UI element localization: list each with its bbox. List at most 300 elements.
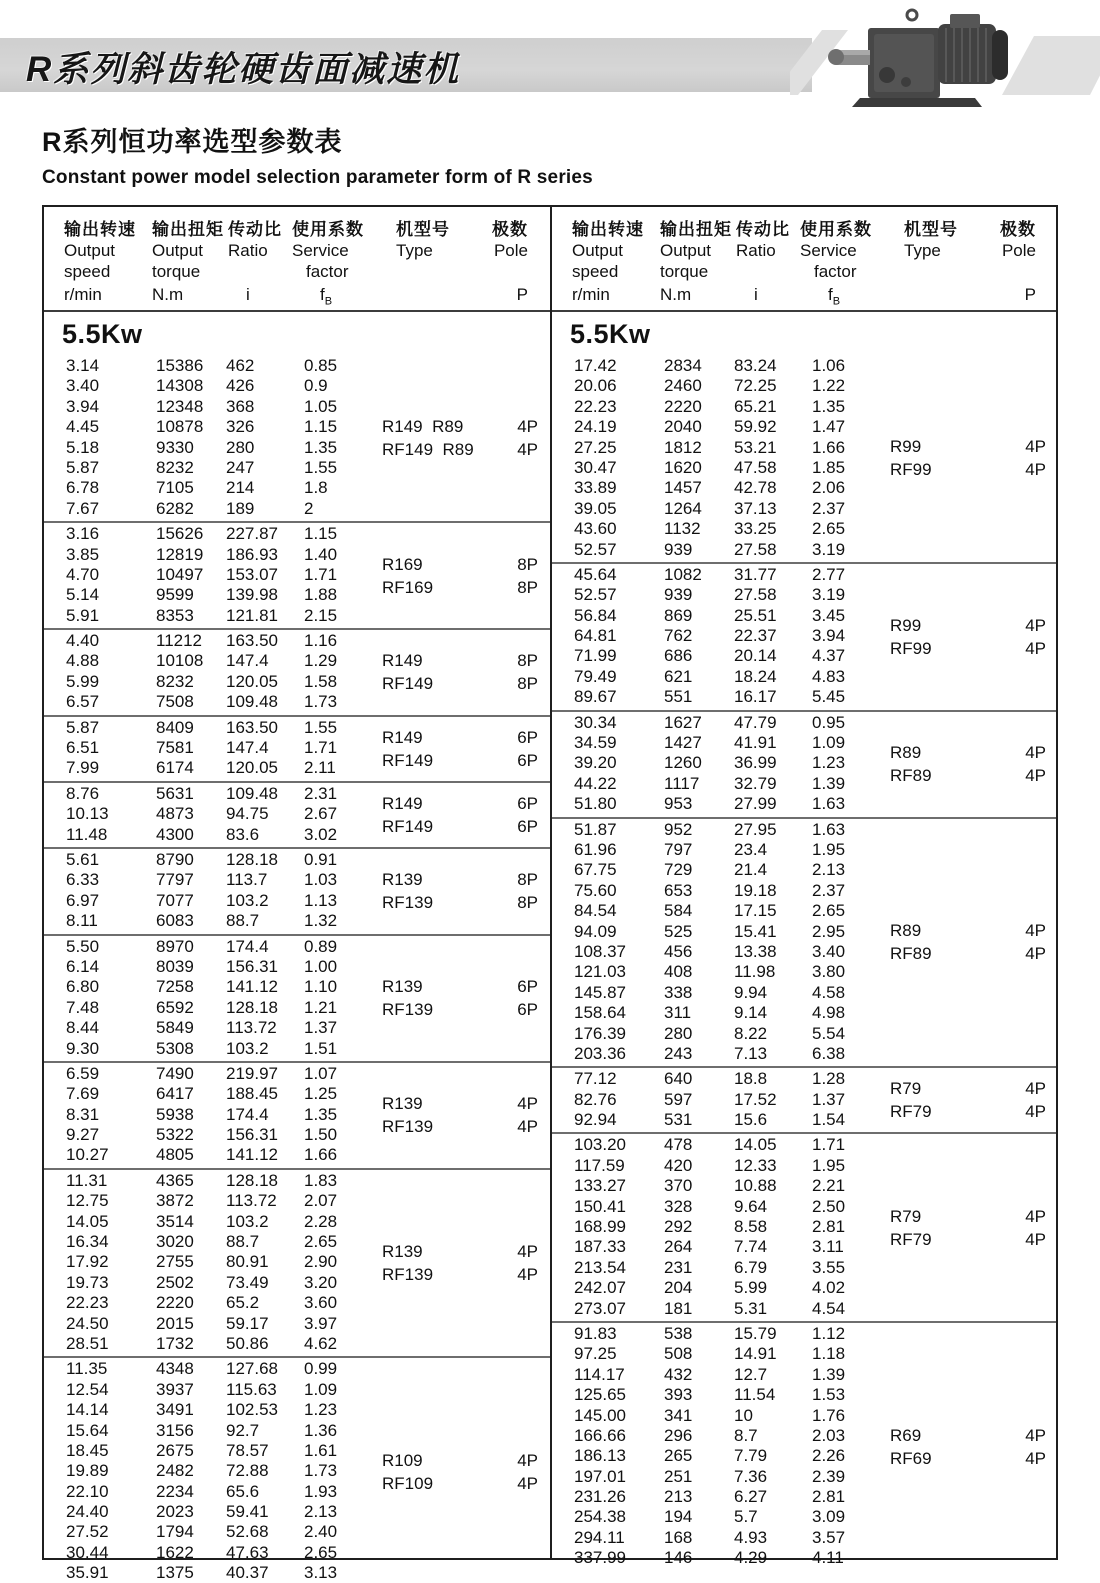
cell-service-factor: 1.06 (812, 356, 846, 375)
cell-ratio: 5.99 (734, 1278, 768, 1298)
cell-pole: 4P (1025, 1229, 1046, 1249)
model-group (382, 415, 538, 461)
model-group (382, 1449, 538, 1495)
data-blocks (44, 355, 550, 1583)
cell-service-factor: 1.10 (304, 977, 338, 997)
table-row (44, 606, 550, 626)
cell-pole: 4P (517, 1242, 538, 1262)
cell-ratio: 163.50 (226, 631, 278, 651)
cell-output-speed: 166.66 (574, 1425, 626, 1445)
cell-output-torque: 2460 (664, 376, 702, 396)
cell-ratio: 9.64 (734, 1196, 768, 1216)
cell-output-speed: 84.54 (574, 901, 617, 921)
table-row (44, 376, 550, 396)
cell-output-torque: 869 (664, 605, 693, 625)
cell-output-speed: 187.33 (574, 1237, 626, 1257)
table-row (552, 397, 1056, 417)
cell-service-factor: 2.11 (304, 758, 336, 778)
cell-ratio: 9.94 (734, 982, 768, 1002)
cell-output-speed: 39.20 (574, 753, 617, 773)
cell-output-speed: 5.61 (66, 849, 100, 869)
cell-output-torque: 420 (664, 1155, 693, 1175)
cell-service-factor: 1.22 (812, 376, 846, 396)
cell-output-speed: 5.18 (66, 437, 100, 457)
cell-ratio: 25.51 (734, 605, 777, 625)
cell-output-torque: 2220 (156, 1293, 194, 1313)
cell-ratio: 113.72 (226, 1018, 277, 1038)
cell-output-torque: 1427 (664, 733, 702, 753)
cell-output-torque: 525 (664, 921, 693, 941)
model-group (890, 741, 1046, 787)
cell-output-speed: 17.42 (574, 356, 617, 375)
cell-ratio: 280 (226, 437, 255, 457)
cell-type: R139 (382, 1242, 423, 1262)
cell-output-torque: 4348 (156, 1359, 194, 1379)
table-row (552, 1344, 1056, 1364)
cell-ratio: 23.4 (734, 839, 768, 859)
cell-ratio: 78.57 (226, 1440, 269, 1460)
cell-pole: 4P (517, 1265, 538, 1285)
model-line (382, 649, 538, 672)
page-banner (0, 0, 1100, 118)
cell-pole: 6P (517, 793, 538, 813)
cell-pole: 4P (1025, 615, 1046, 635)
cell-service-factor: 3.02 (304, 824, 338, 844)
cell-output-speed: 6.51 (66, 738, 100, 758)
table-row (44, 1359, 550, 1379)
cell-ratio: 174.4 (226, 1104, 269, 1124)
cell-output-torque: 3937 (156, 1379, 194, 1399)
cell-output-torque: 7797 (156, 870, 194, 890)
cell-output-torque: 2755 (156, 1252, 194, 1272)
cell-output-torque: 3020 (156, 1232, 194, 1252)
cell-output-torque: 640 (664, 1069, 693, 1089)
model-line (382, 792, 538, 815)
cell-service-factor: 2.13 (812, 860, 846, 880)
cell-output-torque: 1260 (664, 753, 702, 773)
cell-service-factor: 3.09 (812, 1507, 846, 1527)
model-group (890, 614, 1046, 660)
cell-pole: 6P (517, 750, 538, 770)
cell-ratio: 141.12 (226, 977, 278, 997)
cell-output-speed: 45.64 (574, 564, 617, 584)
cell-output-torque: 2040 (664, 417, 702, 437)
cell-ratio: 4.29 (734, 1548, 768, 1568)
cell-output-speed: 145.00 (574, 1405, 626, 1425)
cell-ratio: 227.87 (226, 524, 278, 544)
cell-ratio: 128.18 (226, 1170, 278, 1190)
cell-ratio: 113.72 (226, 1191, 277, 1211)
cell-ratio: 147.4 (226, 738, 269, 758)
table-row (44, 1314, 550, 1334)
cell-output-speed: 20.06 (574, 376, 617, 396)
cell-service-factor: 1.15 (304, 524, 338, 544)
cell-output-speed: 4.40 (66, 631, 100, 651)
model-line (382, 891, 538, 914)
cell-output-speed: 186.13 (574, 1446, 626, 1466)
cell-service-factor: 0.91 (304, 849, 338, 869)
cell-pole: 4P (1025, 1102, 1046, 1122)
cell-output-speed: 114.17 (574, 1364, 625, 1384)
cell-output-speed: 14.14 (66, 1400, 109, 1420)
cell-ratio: 83.24 (734, 356, 777, 375)
model-group (890, 919, 1046, 965)
header-col-service-factor: 使用系数 Service factor $f_B$ (800, 220, 872, 308)
data-block (552, 710, 1056, 817)
cell-service-factor: 1.73 (304, 692, 338, 712)
cell-pole: 4P (517, 1451, 538, 1470)
cell-output-speed: 82.76 (574, 1089, 617, 1109)
cell-ratio: 141.12 (226, 1145, 278, 1165)
cell-output-speed: 39.05 (574, 498, 617, 518)
cell-output-torque: 14308 (156, 376, 204, 396)
cell-output-torque: 2015 (156, 1313, 194, 1333)
cell-ratio: 102.53 (226, 1400, 278, 1420)
model-line (382, 1449, 538, 1472)
cell-output-speed: 44.22 (574, 773, 617, 793)
cell-ratio: 31.77 (734, 564, 777, 584)
cell-output-torque: 393 (664, 1385, 693, 1405)
cell-ratio: 36.99 (734, 753, 777, 773)
cell-service-factor: 1.55 (304, 717, 338, 737)
cell-output-speed: 176.39 (574, 1023, 626, 1043)
cell-output-speed: 103.20 (574, 1135, 626, 1155)
cell-output-torque: 7258 (156, 977, 194, 997)
cell-output-speed: 22.23 (66, 1293, 109, 1313)
cell-ratio: 21.4 (734, 860, 768, 880)
model-line (382, 438, 538, 461)
cell-service-factor: 1.8 (304, 478, 328, 498)
cell-pole: 8P (517, 674, 538, 694)
model-line (382, 1092, 538, 1115)
cell-type: R149 R89 (382, 417, 464, 437)
cell-ratio: 59.17 (226, 1313, 269, 1333)
cell-ratio: 462 (226, 356, 255, 375)
cell-service-factor: 4.02 (812, 1278, 846, 1298)
cell-output-torque: 311 (664, 1003, 692, 1023)
cell-ratio: 128.18 (226, 997, 278, 1017)
cell-pole: 4P (1025, 638, 1046, 658)
cell-output-torque: 370 (664, 1176, 693, 1196)
cell-output-torque: 338 (664, 982, 693, 1002)
cell-type: R109 (382, 1451, 423, 1470)
table-row (552, 1548, 1056, 1568)
cell-service-factor: 0.9 (304, 376, 328, 396)
cell-pole: 4P (517, 417, 538, 437)
cell-pole: 4P (517, 1474, 538, 1493)
cell-service-factor: 4.58 (812, 982, 846, 1002)
cell-ratio: 65.21 (734, 396, 777, 416)
cell-output-torque: 456 (664, 941, 693, 961)
data-block (552, 817, 1056, 1067)
cell-ratio: 15.41 (734, 921, 777, 941)
cell-output-speed: 75.60 (574, 880, 617, 900)
cell-service-factor: 3.80 (812, 962, 846, 982)
cell-service-factor: 1.07 (304, 1063, 338, 1083)
cell-output-speed: 8.11 (66, 911, 98, 931)
cell-output-torque: 4365 (156, 1170, 194, 1190)
cell-type: R139 (382, 870, 423, 890)
cell-output-speed: 3.40 (66, 376, 100, 396)
model-line (382, 815, 538, 838)
cell-ratio: 17.15 (734, 901, 777, 921)
cell-output-torque: 264 (664, 1237, 693, 1257)
cell-output-speed: 14.05 (66, 1211, 109, 1231)
cell-ratio: 47.79 (734, 712, 777, 732)
cell-ratio: 15.6 (734, 1110, 768, 1130)
data-block (44, 521, 550, 628)
cell-type: RF149 (382, 750, 434, 770)
cell-ratio: 120.05 (226, 758, 278, 778)
table-row (44, 499, 550, 519)
cell-output-torque: 9599 (156, 585, 194, 605)
cell-output-speed: 5.14 (66, 585, 100, 605)
cell-ratio: 73.49 (226, 1272, 269, 1292)
cell-output-speed: 34.59 (574, 733, 617, 753)
cell-service-factor: 2.95 (812, 921, 846, 941)
cell-type: RF139 (382, 1117, 434, 1137)
cell-type: RF99 (890, 638, 932, 658)
cell-ratio: 92.7 (226, 1420, 260, 1440)
cell-ratio: 14.91 (734, 1344, 777, 1364)
cell-service-factor: 2.90 (304, 1252, 338, 1272)
cell-output-torque: 7077 (156, 890, 194, 910)
cell-type: R79 (890, 1079, 922, 1099)
cell-type: RF89 (890, 766, 932, 786)
cell-type: RF139 (382, 1000, 434, 1020)
model-group (382, 649, 538, 695)
cell-output-speed: 337.99 (574, 1548, 626, 1568)
cell-ratio: 109.48 (226, 692, 278, 712)
cell-output-torque: 508 (664, 1344, 693, 1364)
data-blocks (552, 355, 1056, 1571)
cell-output-torque: 531 (664, 1110, 693, 1130)
cell-output-torque: 1375 (156, 1563, 194, 1583)
cell-output-torque: 2482 (156, 1461, 194, 1481)
cell-output-speed: 4.70 (66, 564, 100, 584)
cell-service-factor: 1.28 (812, 1069, 846, 1089)
cell-ratio: 18.8 (734, 1069, 768, 1089)
cell-ratio: 147.4 (226, 651, 269, 671)
parameter-table (42, 205, 1058, 1583)
cell-output-torque: 939 (664, 539, 693, 559)
cell-output-speed: 33.89 (574, 478, 617, 498)
cell-service-factor: 0.95 (812, 712, 846, 732)
cell-output-speed: 15.64 (66, 1420, 109, 1440)
cell-service-factor: 2.28 (304, 1211, 338, 1231)
model-line (890, 764, 1046, 787)
cell-ratio: 52.68 (226, 1522, 269, 1542)
table-row (552, 499, 1056, 519)
cell-service-factor: 1.32 (304, 911, 338, 931)
model-line (890, 1424, 1046, 1447)
header-col-service-factor: 使用系数 Service factor $f_B$ (292, 220, 364, 308)
cell-service-factor: 2.37 (812, 880, 846, 900)
cell-output-speed: 4.45 (66, 417, 100, 437)
cell-output-torque: 952 (664, 819, 693, 839)
cell-output-torque: 6592 (156, 997, 194, 1017)
cell-output-speed: 22.10 (66, 1481, 109, 1501)
cell-service-factor: 1.55 (304, 457, 338, 477)
model-line (382, 998, 538, 1021)
table-row (552, 794, 1056, 814)
cell-type: RF139 (382, 1265, 434, 1285)
cell-output-torque: 194 (664, 1507, 693, 1527)
cell-ratio: 5.31 (734, 1298, 768, 1318)
cell-output-speed: 6.80 (66, 977, 100, 997)
cell-type: RF69 (890, 1448, 932, 1468)
cell-type: RF99 (890, 460, 932, 480)
cell-service-factor: 2.65 (304, 1232, 338, 1252)
cell-output-torque: 1264 (664, 498, 702, 518)
table-row (552, 860, 1056, 880)
cell-output-torque: 2675 (156, 1440, 194, 1460)
cell-service-factor: 0.85 (304, 356, 338, 375)
subtitle-block (42, 120, 593, 189)
cell-output-speed: 27.25 (574, 437, 617, 457)
cell-output-torque: 9330 (156, 437, 194, 457)
cell-output-torque: 7490 (156, 1063, 194, 1083)
cell-service-factor: 1.35 (304, 437, 338, 457)
cell-service-factor: 1.85 (812, 457, 846, 477)
cell-output-torque: 597 (664, 1089, 693, 1109)
cell-ratio: 153.07 (226, 564, 278, 584)
model-line (890, 942, 1046, 965)
header-col-type: 机型号 Type (396, 220, 450, 260)
cell-service-factor: 2.81 (812, 1487, 846, 1507)
cell-pole: 6P (517, 816, 538, 836)
cell-type: RF109 (382, 1474, 434, 1493)
table-row (552, 1528, 1056, 1548)
data-block (44, 934, 550, 1061)
cell-ratio: 59.41 (226, 1502, 269, 1522)
cell-type: R139 (382, 977, 423, 997)
cell-output-torque: 432 (664, 1364, 693, 1384)
cell-output-speed: 6.57 (66, 692, 100, 712)
model-group (890, 1205, 1046, 1251)
cell-type: R99 (890, 437, 922, 457)
model-line (382, 672, 538, 695)
cell-output-speed: 231.26 (574, 1487, 626, 1507)
cell-service-factor: 2.37 (812, 498, 846, 518)
table-row (552, 565, 1056, 585)
cell-ratio: 27.58 (734, 539, 777, 559)
cell-ratio: 7.79 (734, 1446, 768, 1466)
cell-service-factor: 2.13 (304, 1502, 338, 1522)
cell-output-speed: 145.87 (574, 982, 626, 1002)
table-row (44, 1064, 550, 1084)
cell-ratio: 22.37 (734, 626, 777, 646)
cell-ratio: 65.2 (226, 1293, 260, 1313)
cell-ratio: 11.54 (734, 1385, 776, 1405)
cell-output-speed: 92.94 (574, 1110, 617, 1130)
cell-service-factor: 1.47 (812, 417, 846, 437)
cell-ratio: 32.79 (734, 773, 777, 793)
data-block (552, 355, 1056, 562)
cell-type: R149 (382, 727, 423, 747)
cell-service-factor: 3.57 (812, 1527, 846, 1547)
cell-ratio: 27.58 (734, 585, 777, 605)
cell-service-factor: 4.62 (304, 1333, 338, 1353)
cell-ratio: 88.7 (226, 911, 260, 931)
cell-output-speed: 22.23 (574, 396, 617, 416)
cell-output-speed: 5.50 (66, 936, 100, 956)
cell-ratio: 120.05 (226, 671, 278, 691)
cell-pole: 6P (517, 1000, 538, 1020)
cell-ratio: 8.7 (734, 1425, 758, 1445)
model-group (890, 435, 1046, 481)
cell-output-speed: 150.41 (574, 1196, 626, 1216)
cell-output-speed: 213.54 (574, 1257, 626, 1277)
model-line (890, 919, 1046, 942)
data-block (44, 1168, 550, 1357)
header-col-output-torque: 输出扭矩 Output torque N.m (152, 220, 224, 304)
cell-ratio: 88.7 (226, 1232, 260, 1252)
cell-output-speed: 67.75 (574, 860, 617, 880)
data-block (552, 1066, 1056, 1132)
table-row (552, 356, 1056, 376)
table-row (44, 1563, 550, 1583)
cell-output-torque: 5849 (156, 1018, 194, 1038)
cell-pole: 6P (517, 977, 538, 997)
model-line (890, 1100, 1046, 1123)
header-col-output-torque: 输出扭矩 Output torque N.m (660, 220, 732, 304)
table-row (552, 1258, 1056, 1278)
cell-pole: 4P (517, 440, 538, 460)
cell-service-factor: 1.71 (304, 738, 338, 758)
cell-service-factor: 1.18 (812, 1344, 846, 1364)
cell-output-torque: 653 (664, 880, 693, 900)
cell-ratio: 13.38 (734, 941, 777, 961)
cell-service-factor: 2.31 (304, 783, 338, 803)
cell-output-torque: 6083 (156, 911, 194, 931)
subtitle-en: Constant power model selection parameter form of R series (42, 167, 593, 188)
cell-service-factor: 3.11 (812, 1237, 844, 1257)
table-row (552, 667, 1056, 687)
cell-ratio: 19.18 (734, 880, 777, 900)
cell-service-factor: 2.07 (304, 1191, 338, 1211)
cell-pole: 4P (1025, 460, 1046, 480)
cell-service-factor: 1.93 (304, 1481, 338, 1501)
cell-output-torque: 15626 (156, 524, 204, 544)
cell-service-factor: 1.88 (304, 585, 338, 605)
cell-service-factor: 1.23 (304, 1400, 338, 1420)
table-row (44, 1334, 550, 1354)
cell-ratio: 47.58 (734, 457, 777, 477)
cell-service-factor: 1.76 (812, 1405, 846, 1425)
table-row (44, 1522, 550, 1542)
model-line (382, 726, 538, 749)
cell-ratio: 47.63 (226, 1542, 269, 1562)
cell-ratio: 27.95 (734, 819, 777, 839)
table-row (44, 937, 550, 957)
cell-output-speed: 168.99 (574, 1217, 626, 1237)
cell-service-factor: 1.54 (812, 1110, 846, 1130)
cell-output-torque: 5631 (156, 783, 194, 803)
cell-service-factor: 0.89 (304, 936, 338, 956)
cell-ratio: 7.13 (734, 1043, 768, 1063)
cell-output-speed: 273.07 (574, 1298, 626, 1318)
cell-type: RF149 R89 (382, 440, 474, 460)
cell-output-torque: 292 (664, 1217, 693, 1237)
cell-type: RF79 (890, 1229, 932, 1249)
data-block (44, 1061, 550, 1168)
data-block (44, 847, 550, 934)
model-group (382, 726, 538, 772)
table-row (552, 1003, 1056, 1023)
cell-service-factor: 1.05 (304, 396, 338, 416)
cell-output-speed: 8.44 (66, 1018, 100, 1038)
